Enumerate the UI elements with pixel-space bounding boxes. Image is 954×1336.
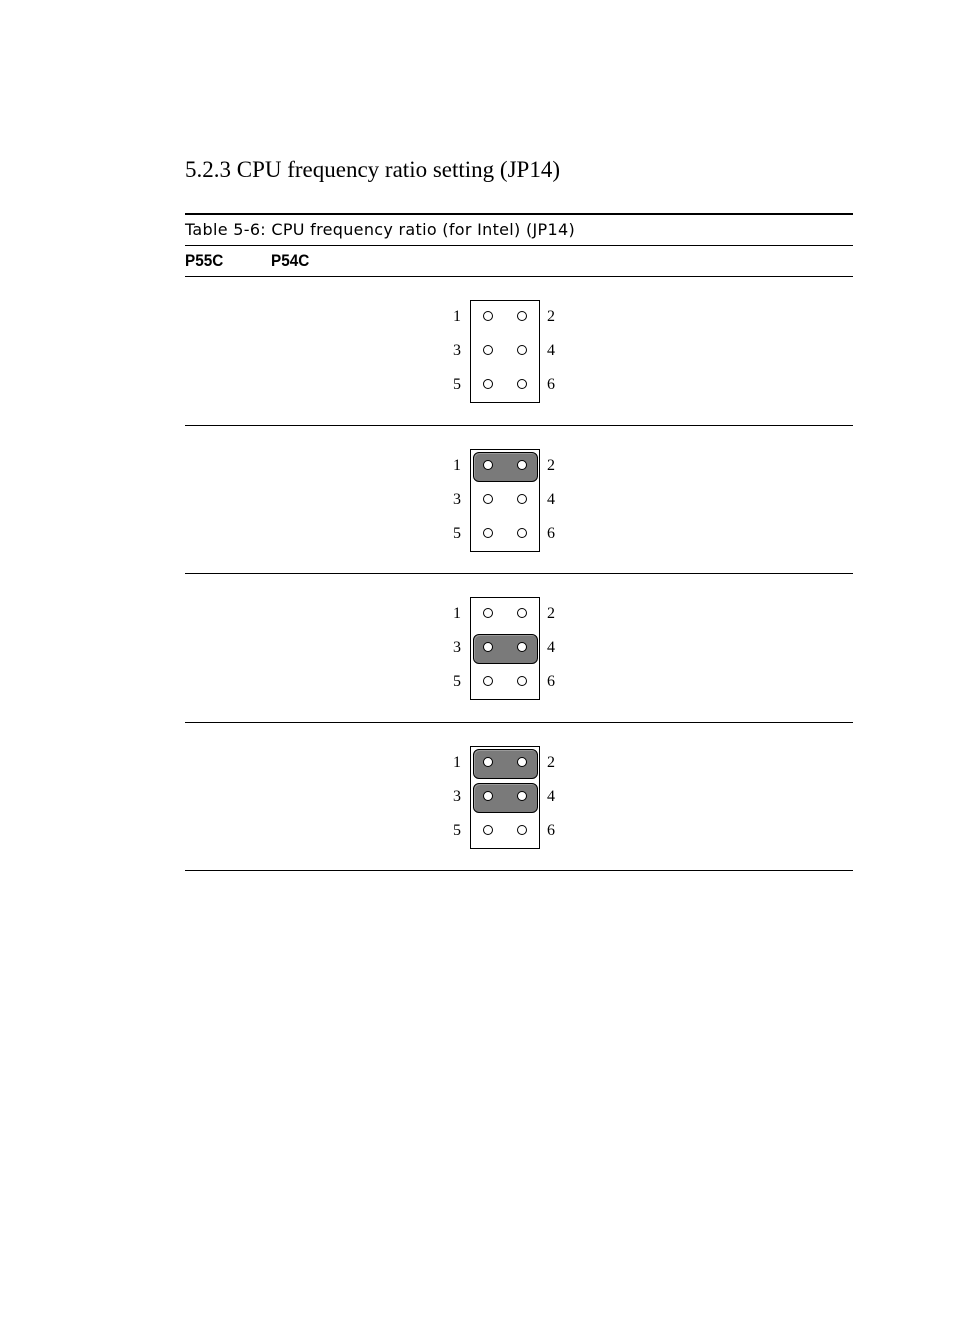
pin-hole-icon [517, 608, 527, 618]
pin-number-right: 4 [547, 490, 555, 508]
pin-number-right: 6 [547, 524, 555, 542]
pin-hole-icon [517, 825, 527, 835]
pin-number-right: 6 [547, 673, 555, 690]
pin-cell [470, 368, 540, 403]
pin-number-right: 6 [547, 821, 555, 839]
caption-rule [185, 245, 853, 246]
pin-row [453, 449, 555, 483]
pin-row [453, 334, 555, 368]
pin-row [453, 517, 555, 551]
row-separator [185, 870, 853, 871]
pin-cell [470, 665, 540, 700]
pin-hole-icon [483, 825, 493, 835]
pin-number-left: 3 [453, 787, 461, 805]
pin-row [453, 780, 555, 814]
jumper-diagram [453, 300, 555, 404]
pin-number-left: 3 [453, 639, 461, 656]
table-caption: Table 5-6: CPU frequency ratio (for Intel) (JP14) [185, 220, 575, 239]
column-header-p55c: P55C [185, 251, 224, 270]
table-top-rule [185, 213, 853, 215]
pin-row [453, 483, 555, 517]
pin-number-left: 5 [453, 524, 461, 542]
pin-cell [470, 300, 540, 336]
pin-hole-icon [483, 528, 493, 538]
row-separator [185, 573, 853, 574]
pin-number-right: 4 [547, 342, 555, 359]
pin-hole-icon [483, 345, 493, 355]
column-header-p54c: P54C [271, 251, 310, 270]
pin-number-left: 1 [453, 456, 461, 474]
pin-hole-icon [483, 494, 493, 504]
pin-hole-icon [517, 528, 527, 538]
pin-number-left: 1 [453, 753, 461, 771]
pin-number-right: 6 [547, 376, 555, 393]
pin-hole-icon [517, 642, 527, 652]
pin-hole-icon [483, 642, 493, 652]
pin-cell [470, 597, 540, 633]
pin-number-left: 3 [453, 490, 461, 508]
pin-cell [470, 334, 540, 369]
pin-number-right: 2 [547, 605, 555, 622]
pin-cell [470, 814, 540, 849]
pin-hole-icon [517, 494, 527, 504]
pin-number-right: 2 [547, 308, 555, 325]
jumper-diagram [453, 746, 555, 850]
pin-row [453, 746, 555, 780]
pin-hole-icon [517, 791, 527, 801]
pin-number-right: 4 [547, 639, 555, 656]
pin-row [453, 597, 555, 631]
pin-row [453, 631, 555, 665]
pin-hole-icon [517, 345, 527, 355]
pin-row [453, 368, 555, 402]
pin-hole-icon [483, 608, 493, 618]
pin-hole-icon [483, 460, 493, 470]
pin-hole-icon [517, 676, 527, 686]
pin-cell [470, 483, 540, 518]
pin-hole-icon [483, 791, 493, 801]
header-rule [185, 276, 853, 277]
pin-row [453, 814, 555, 848]
pin-hole-icon [517, 311, 527, 321]
pin-hole-icon [517, 757, 527, 767]
jumper-diagram [453, 449, 555, 553]
row-separator [185, 722, 853, 723]
row-separator [185, 425, 853, 426]
section-title: 5.2.3 CPU frequency ratio setting (JP14) [185, 157, 560, 182]
pin-number-left: 5 [453, 673, 461, 690]
pin-hole-icon [483, 311, 493, 321]
pin-number-left: 1 [453, 605, 461, 622]
pin-number-right: 4 [547, 787, 555, 805]
pin-hole-icon [517, 460, 527, 470]
pin-number-right: 2 [547, 456, 555, 474]
pin-hole-icon [483, 757, 493, 767]
pin-number-left: 1 [453, 308, 461, 325]
pin-cell [470, 517, 540, 552]
pin-hole-icon [483, 676, 493, 686]
pin-number-left: 3 [453, 342, 461, 359]
jumper-diagram [453, 597, 555, 701]
pin-number-left: 5 [453, 821, 461, 839]
pin-row [453, 665, 555, 699]
pin-hole-icon [483, 379, 493, 389]
pin-row [453, 300, 555, 334]
pin-hole-icon [517, 379, 527, 389]
pin-number-right: 2 [547, 753, 555, 771]
pin-number-left: 5 [453, 376, 461, 393]
